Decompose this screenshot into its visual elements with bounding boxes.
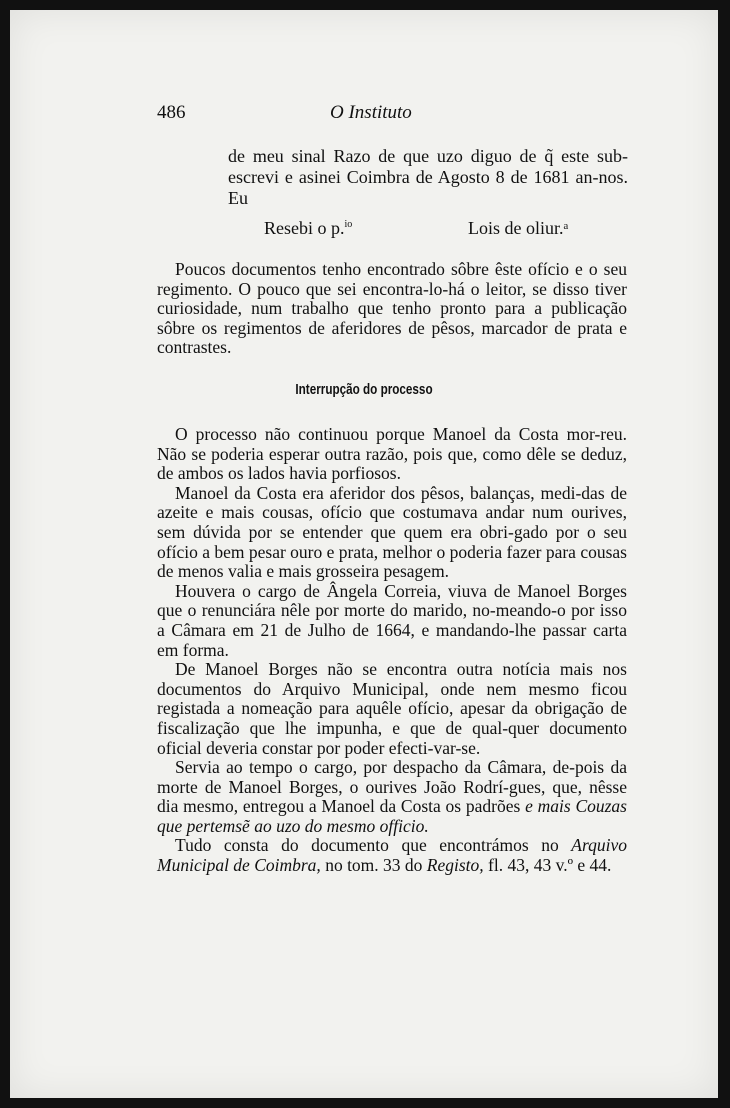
paragraph: Servia ao tempo o cargo, por despacho da Câmara, de-pois da morte de Manoel Borges, o ourives João Rodrí-gues, que, nêsse dia mesmo, entregou a Manoel da Costa os padrões e mais Couzas que pertemsẽ ao uzo do mesmo officio. [157, 757, 627, 836]
paragraph: Tudo consta do documento que encontrámos no Arquivo Municipal de Coimbra, no tom. 33 do Registo, fl. 43, 43 v.º e 44. [157, 835, 627, 876]
intro-paragraph: Poucos documentos tenho encontrado sôbre êste ofício e o seu regimento. O pouco que sei encontra-lo-há o leitor, se disso tiver curiosidade, num trabalho que tenho pronto para a publicação sôbre os regimentos de aferidores de pêsos, marcador de prata e contrastes. [157, 259, 627, 358]
paragraph: Houvera o cargo de Ângela Correia, viuva de Manoel Borges que o renunciára nêle por morte do marido, no-meando-o por isso a Câmara em 21 de Julho de 1664, e mandando-lhe passar carta em forma. [157, 580, 627, 660]
paragraph: O processo não continuou porque Manoel da Costa mor-reu. Não se poderia esperar outra razão, pois que, como dêle se deduz, de ambos os lados havia porfiosos. [157, 424, 627, 484]
running-title: O Instituto [330, 102, 412, 123]
quoted-document-text: de meu sinal Razo de que uzo diguo de q̃ este sub-escrevi e asinei Coimbra de Agosto 8 de 1681 an-nos. Eu [228, 146, 628, 208]
signature-right: Lois de oliur.ᵃ [468, 218, 569, 238]
document-page [10, 10, 718, 1098]
page-number: 486 [157, 102, 186, 123]
paragraph: Manoel da Costa era aferidor dos pêsos, balanças, medi-das de azeite e mais cousas, ofício que costumava andar num ourives, sem dúvida por se entender que quem era obri-gado por o seu ofício a bem pesar ouro e prata, melhor o poderia fazer para cousas de menos valia e mais grosseira pesagem. [157, 482, 627, 582]
page-header [10, 102, 718, 132]
signature-left: Resebi o p.$^{io}$ [264, 218, 353, 238]
section-heading: Interrupção do processo [295, 381, 433, 398]
paragraph: De Manoel Borges não se encontra outra notícia mais nos documentos do Arquivo Municipal, onde nem mesmo ficou registada a nomeação para aquêle ofício, apesar da obrigação de fiscalização que lhe impunha, e que de qual-quer documento oficial deveria constar por poder efecti-var-se. [157, 659, 627, 758]
body-text [157, 425, 627, 876]
